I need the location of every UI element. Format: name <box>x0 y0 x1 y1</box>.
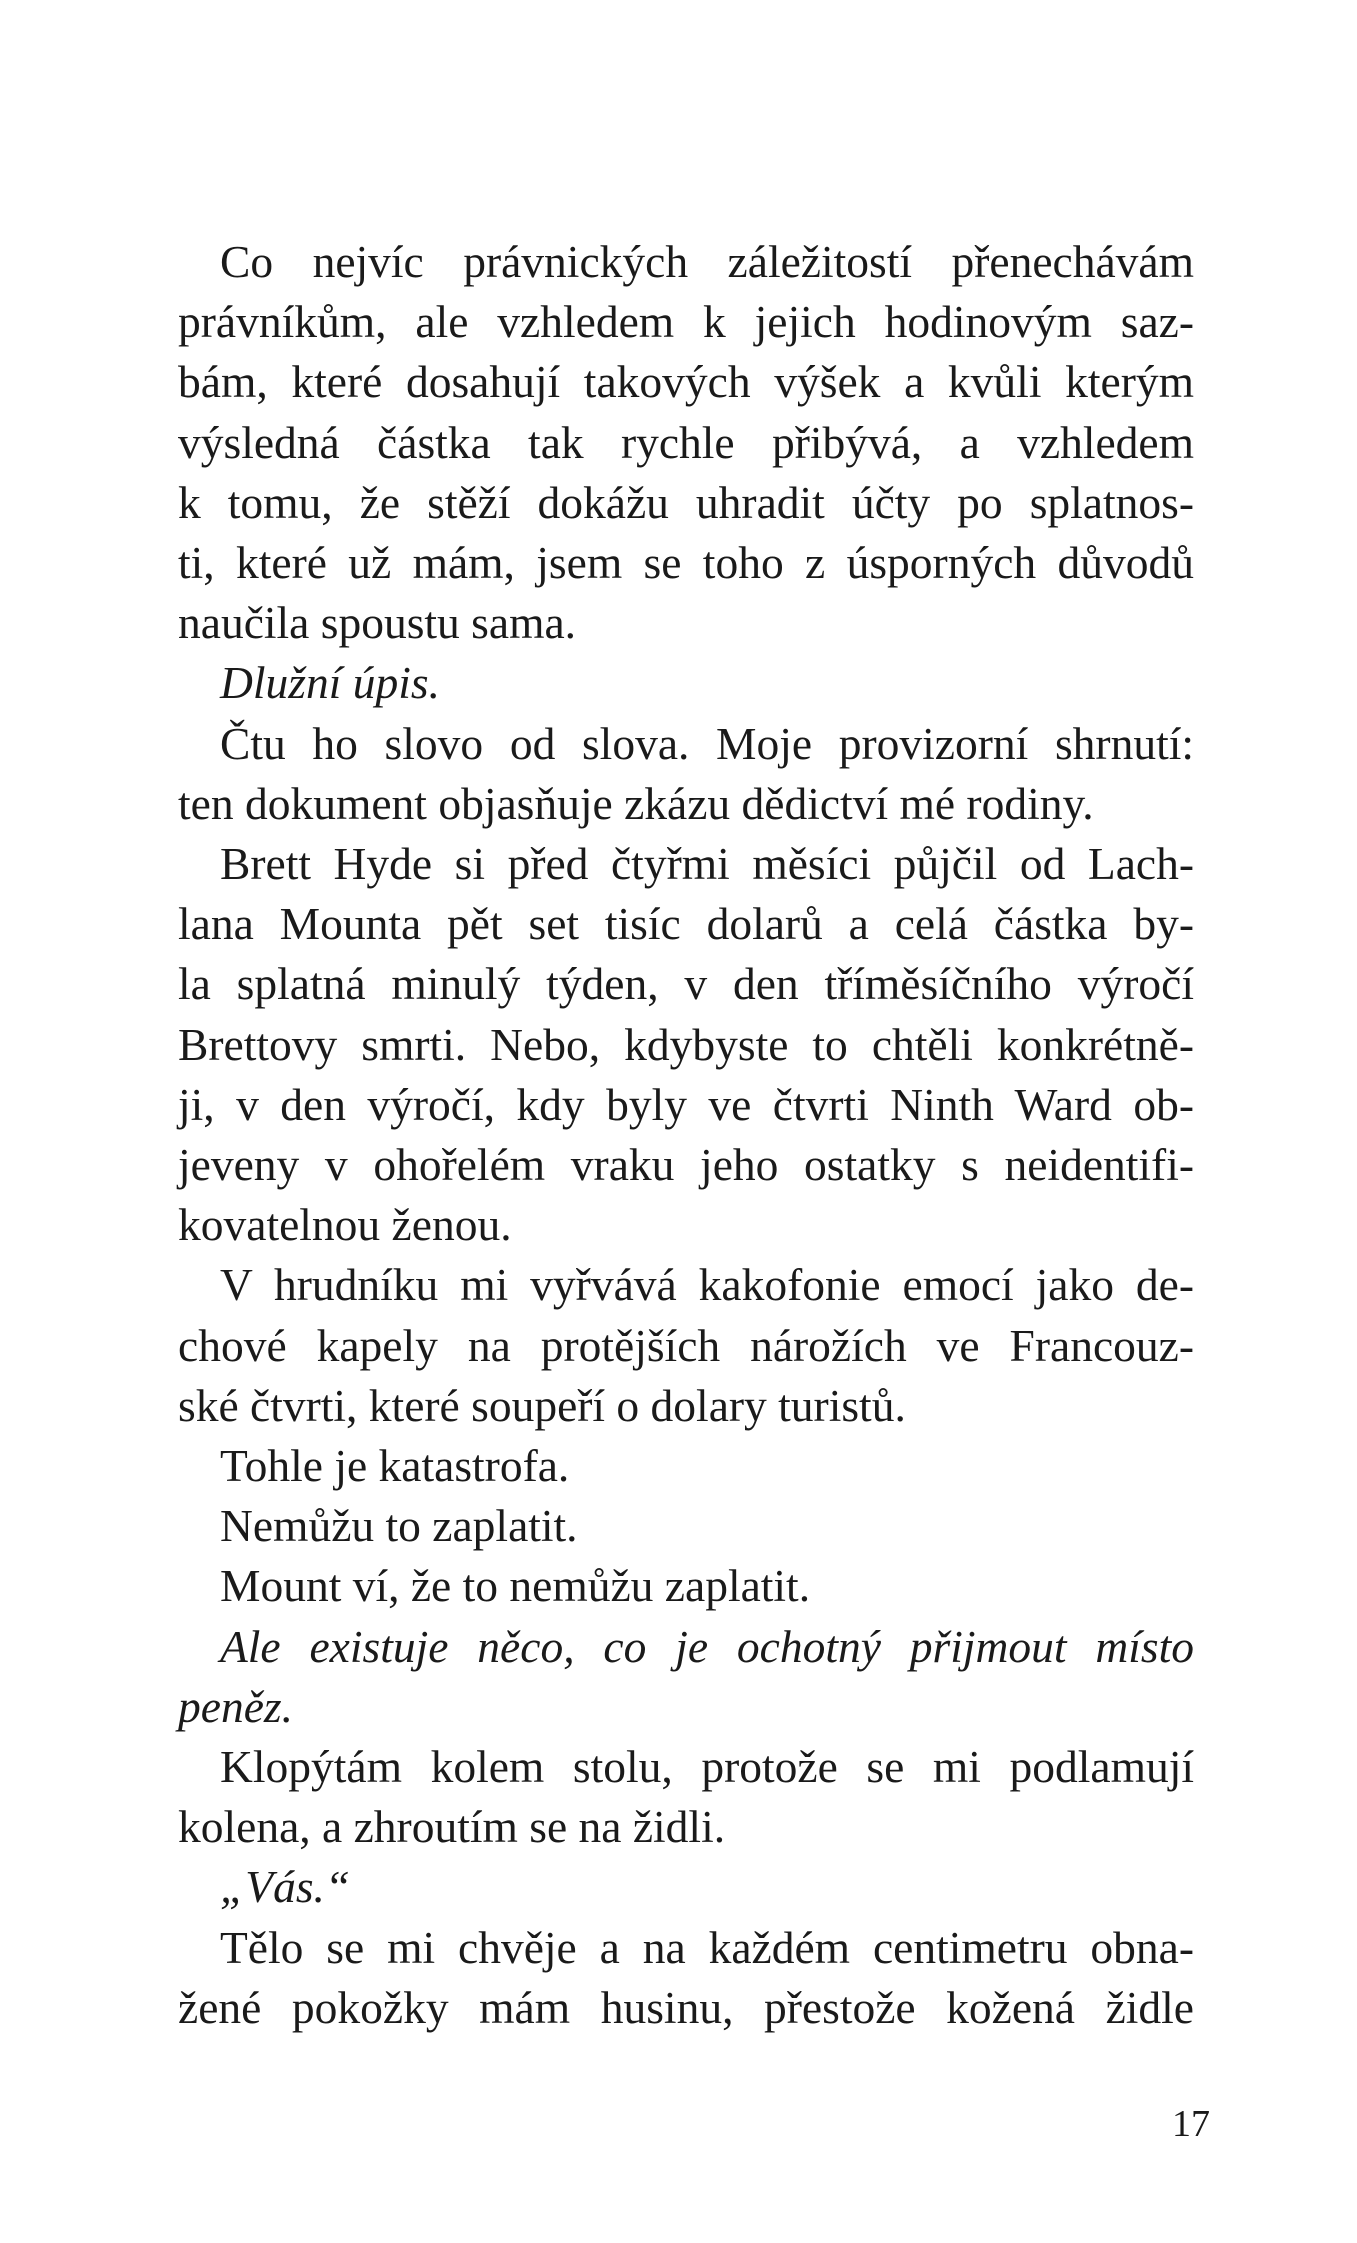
paragraph <box>178 1255 1194 1436</box>
text-line: kovatelnou ženou. <box>178 1199 512 1251</box>
text-line: žené pokožky mám husinu, přestože kožená židle <box>178 1981 1194 2033</box>
text-line: „Vás.“ <box>220 1861 351 1913</box>
text-line: ské čtvrti, které soupeří o dolary turistů. <box>178 1379 906 1431</box>
text-line: Tělo se mi chvěje a na každém centimetru obna- <box>220 1921 1194 1973</box>
text-line: k tomu, že stěží dokážu uhradit účty po splatnos- <box>178 476 1194 528</box>
paragraph <box>178 1436 1194 1496</box>
text-line: ji, v den výročí, kdy byly ve čtvrti Ninth Ward ob- <box>178 1078 1194 1130</box>
text-line: V hrudníku mi vyřvává kakofonie emocí jako de- <box>220 1259 1194 1311</box>
page-body-text <box>178 232 1194 2038</box>
paragraph <box>178 1556 1194 1616</box>
paragraph <box>178 1617 1194 1737</box>
text-line: kolena, a zhroutím se na židli. <box>178 1801 726 1853</box>
text-line: Mount ví, že to nemůžu zaplatit. <box>220 1560 811 1612</box>
paragraph <box>178 1857 1194 1917</box>
text-line: Klopýtám kolem stolu, protože se mi podlamují <box>220 1741 1194 1793</box>
text-line: ti, které už mám, jsem se toho z úsporných důvodů <box>178 537 1194 589</box>
paragraph <box>178 1737 1194 1857</box>
text-line: Brett Hyde si před čtyřmi měsíci půjčil od Lach- <box>220 838 1194 890</box>
paragraph <box>178 232 1194 653</box>
text-line: chové kapely na protějších nárožích ve Francouz- <box>178 1319 1194 1371</box>
paragraph <box>178 834 1194 1255</box>
text-line: Co nejvíc právnických záležitostí přenechávám <box>220 236 1194 287</box>
text-line: lana Mounta pět set tisíc dolarů a celá částka by- <box>178 898 1194 950</box>
text-line: Ale existuje něco, co je ochotný přijmout místo <box>220 1620 1194 1672</box>
paragraph <box>178 653 1194 713</box>
text-line: ten dokument objasňuje zkázu dědictví mé rodiny. <box>178 777 1094 829</box>
text-line: la splatná minulý týden, v den tříměsíčního výročí <box>178 958 1194 1010</box>
paragraph <box>178 1918 1194 2038</box>
text-line: bám, které dosahují takových výšek a kvůli kterým <box>178 356 1194 408</box>
text-line: výsledná částka tak rychle přibývá, a vzhledem <box>178 416 1194 468</box>
text-line: právníkům, ale vzhledem k jejich hodinovým saz- <box>178 296 1194 348</box>
text-line: Čtu ho slovo od slova. Moje provizorní shrnutí: <box>220 717 1194 769</box>
text-line: peněz. <box>178 1680 293 1732</box>
text-line: Nemůžu to zaplatit. <box>220 1500 578 1552</box>
text-line: Brettovy smrti. Nebo, kdybyste to chtěli konkrétně- <box>178 1018 1194 1070</box>
paragraph <box>178 714 1194 834</box>
page-number: 17 <box>1172 2103 1210 2145</box>
text-line: Tohle je katastrofa. <box>220 1440 570 1492</box>
text-line: Dlužní úpis. <box>220 657 440 709</box>
text-line: jeveny v ohořelém vraku jeho ostatky s neidentifi- <box>178 1139 1194 1191</box>
text-line: naučila spoustu sama. <box>178 597 577 649</box>
paragraph <box>178 1496 1194 1556</box>
